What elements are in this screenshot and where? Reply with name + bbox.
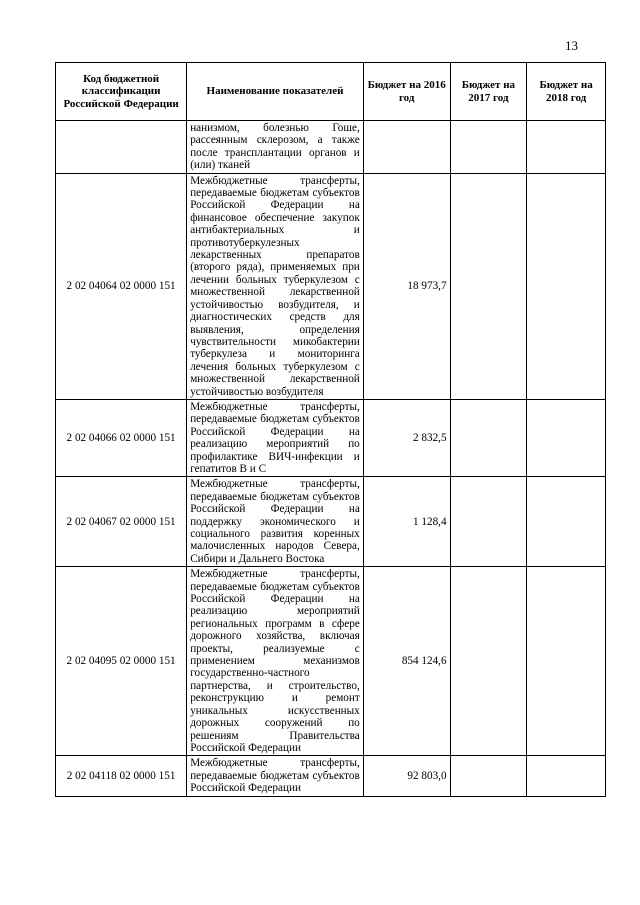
- page-number: 13: [565, 38, 578, 53]
- table-header-row: [56, 63, 606, 121]
- table-row: [56, 756, 606, 796]
- row-budget-2017: [450, 121, 527, 174]
- header-budget-2016: Бюджет на 2016 год: [363, 63, 450, 121]
- row-budget-2018: [527, 399, 606, 476]
- row-name: Межбюджетные трансферты, передаваемые бюджетам субъектов Российской Федерации: [187, 756, 364, 796]
- header-budget-2017: Бюджет на 2017 год: [450, 63, 527, 121]
- row-code: [56, 121, 187, 174]
- row-budget-2017: [450, 399, 527, 476]
- row-budget-2018: [527, 756, 606, 796]
- row-name: Межбюджетные трансферты, передаваемые бюджетам субъектов Российской Федерации на реализацию мероприятий по профилактике ВИЧ-инфекции и гепатитов В и С: [187, 399, 364, 476]
- header-budget-2018: Бюджет на 2018 год: [527, 63, 606, 121]
- row-budget-2017: [450, 756, 527, 796]
- row-code: 2 02 04064 02 0000 151: [56, 173, 187, 399]
- table-row: [56, 477, 606, 567]
- table-row: [56, 399, 606, 476]
- table-row: [56, 567, 606, 756]
- header-name: Наименование показателей: [187, 63, 364, 121]
- row-name: Межбюджетные трансферты, передаваемые бюджетам субъектов Российской Федерации на финансовое обеспечение закупок антибактериальных и противотуберкулезных лекарственных препаратов (второго ряда), применяемых при лечении больных туберкулезом с множественной лекарственной устойчивостью возбудителя, и диагностических средств для выявления, определения чувствительности микобактерии туберкулеза и мониторинга лечения больных туберкулезом с множественной лекарственной устойчивостью возбудителя: [187, 173, 364, 399]
- row-code: 2 02 04067 02 0000 151: [56, 477, 187, 567]
- row-code: 2 02 04066 02 0000 151: [56, 399, 187, 476]
- row-budget-2017: [450, 567, 527, 756]
- row-budget-2016: 1 128,4: [363, 477, 450, 567]
- row-name: нанизмом, болезнью Гоше, рассеянным склерозом, а также после трансплантации органов и (или) тканей: [187, 121, 364, 174]
- row-budget-2018: [527, 567, 606, 756]
- table-row: [56, 121, 606, 174]
- row-name: Межбюджетные трансферты, передаваемые бюджетам субъектов Российской Федерации на поддержку экономического и социального развития коренных малочисленных народов Севера, Сибири и Дальнего Востока: [187, 477, 364, 567]
- row-budget-2016: 854 124,6: [363, 567, 450, 756]
- table-row: [56, 173, 606, 399]
- row-code: 2 02 04095 02 0000 151: [56, 567, 187, 756]
- row-name: Межбюджетные трансферты, передаваемые бюджетам субъектов Российской Федерации на реализацию мероприятий региональных программ в сфере дорожного хозяйства, включая проекты, реализуемые с применением механизмов государственно-частного партнерства, и строительство, реконструкцию и ремонт уникальных искусственных дорожных сооружений по решениям Правительства Российской Федерации: [187, 567, 364, 756]
- row-budget-2018: [527, 173, 606, 399]
- row-budget-2018: [527, 121, 606, 174]
- header-code: Код бюджетной классификации Российской Федерации: [56, 63, 187, 121]
- row-budget-2016: 2 832,5: [363, 399, 450, 476]
- row-code: 2 02 04118 02 0000 151: [56, 756, 187, 796]
- row-budget-2016: 18 973,7: [363, 173, 450, 399]
- row-budget-2016: [363, 121, 450, 174]
- budget-table: [55, 62, 606, 797]
- row-budget-2016: 92 803,0: [363, 756, 450, 796]
- row-budget-2017: [450, 477, 527, 567]
- row-budget-2018: [527, 477, 606, 567]
- row-budget-2017: [450, 173, 527, 399]
